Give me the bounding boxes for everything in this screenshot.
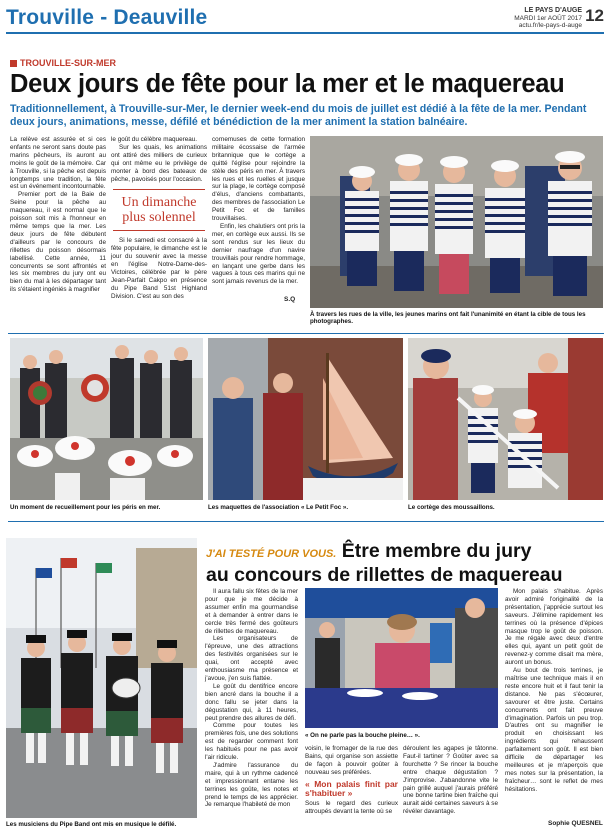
- jury-kicker: J'AI TESTÉ POUR VOUS.: [206, 548, 337, 560]
- article2-column-1: [205, 588, 298, 809]
- article2-subhead: « Mon palais finit par s'habituer »: [305, 778, 398, 798]
- photo-maquettes-image: [208, 338, 403, 500]
- caption-recueillement: Un moment de recueillement pour les péris en mer.: [10, 504, 161, 511]
- paragraph: Le goût du dentifrice encore bien ancré dans la bouche il a donc fallu se jeter dans la dégustation qui, à 11 heures, peut prendre des allures de défi.: [205, 682, 298, 722]
- article1-column-1: [10, 136, 106, 294]
- article1-column-3: [212, 136, 305, 286]
- paragraph: cornemuses de cette formation militaire écossaise de l'armée britannique que le cortège a quitté l'église pour rejoindre la stèle des péris en mer. À travers les rues et les ruelles et jusque sur la plage, le cortège composé d'élus, d'anciens combattants, des membres de l'association Le Petit Foc et de familles trouvillaises.: [212, 136, 305, 223]
- caption-pipe-band: Les musiciens du Pipe Band ont mis en musique le défilé.: [6, 821, 177, 828]
- paragraph: Sous le regard des curieux attroupés devant la tente où se: [305, 799, 398, 815]
- article2-signature: Sophie QUESNEL: [548, 820, 603, 827]
- article-chapo: Traditionnellement, à Trouville-sur-Mer, le dernier week-end du mois de juillet est dédié à la fête de la mer. Pendant deux jours, animations, messe, défilé et bénédiction de la mer animent la station balnéaire.: [10, 103, 587, 128]
- article2-column-3: [403, 745, 498, 816]
- paragraph: Sur les quais, les animations ont attiré des milliers de curieux qui ont même eu le privilège de monter à bord des bateaux de pêche, pavoisés pour l'occasion.: [111, 143, 207, 183]
- photo-jury-image: [305, 588, 498, 728]
- article2-column-4: [505, 588, 603, 794]
- divider: [8, 333, 604, 334]
- caption-maquettes: Les maquettes de l'association « Le Petit Foc ».: [208, 504, 349, 511]
- article1-signature: S.Q: [284, 296, 296, 303]
- paragraph: le goût du célèbre maquereau.: [111, 136, 198, 143]
- publication-info: [514, 7, 582, 30]
- article1-column-2: [111, 136, 207, 301]
- paragraph: Si le samedi est consacré à la fête populaire, le dimanche est le jour du souvenir avec la messe en l'église Notre-Dame-des-Victoires, célébrée par le père Jean-Parfait Cakpo en présence du Pipe Band 51st Highland Division. C'est au son des: [111, 237, 207, 300]
- publication-date: MARDI 1er AOÛT 2017: [514, 14, 582, 22]
- photo-cortege: [408, 338, 603, 500]
- photo-maquettes: [208, 338, 403, 500]
- jury-title-line-2: au concours de rillettes de maquereau: [206, 564, 563, 586]
- article2-column-2: [305, 745, 398, 815]
- article-headline: Deux jours de fête pour la mer et le maquereau: [10, 70, 565, 98]
- caption-young-sailors: À travers les rues de la ville, les jeunes marins ont fait l'unanimité en étant la cible de tous les photographes.: [310, 311, 586, 326]
- intertitle: Un dimanche plus solennel: [113, 189, 205, 231]
- paragraph: voisin, le fromager de la rue des Bains, qui organise son assiette de façon à pouvoir goûter à nouveau ses préférées.: [305, 745, 398, 776]
- photo-pipe-band: [6, 538, 197, 818]
- photo-cortege-image: [408, 338, 603, 500]
- caption-jury: « On ne parle pas la bouche pleine… ».: [305, 732, 420, 739]
- paragraph: J'admire l'assurance du maire, qui à un rythme cadencé et impressionnant entame les terrines les goûte, les notes et prend le temps de les apprécier. Je remarque l'habileté de mon: [205, 761, 298, 809]
- paragraph: Comme pour toutes les premières fois, une des solutions est de regarder comment font les habitués pour ne pas avoir l'air ridicule.: [205, 722, 298, 762]
- square-bullet-icon: [10, 60, 17, 67]
- caption-cortege: Le cortège des moussaillons.: [408, 504, 495, 511]
- jury-article-title: [206, 541, 606, 586]
- article-kicker: [10, 58, 116, 68]
- paragraph: Il aura fallu six fêtes de la mer pour que je me décide à assumer enfin ma gourmandise et à demander à entrer dans le cercle très fermé des goûteurs de rillettes de maquereau.: [205, 588, 298, 635]
- page-number: 12: [585, 6, 604, 25]
- paragraph: Mon palais s'habitue. Après avoir admiré l'originalité de la présentation, j'apprécie surtout les saveurs. J'élimine rapidement les terrines où la présence d'épices masque trop le goût de poisson. Je me régale avec deux d'entre elles qui, ayant un petit goût de revenez-y comme disait ma mère, auront un bonus.: [505, 588, 603, 667]
- paragraph: Premier port de la Baie de Seine pour la pêche au maquereau, il est normal que le poisson soit mis à l'honneur en même temps que la mer. Les deux jours de fête débutent d'ailleurs par le concours de rillettes du poisson désormais labellisé. Cette année, 11 concurrents se sont affrontés et les six membres du jury ont eu bien du mal à les départager tant ils s'étaient ingéniés à magnifier: [10, 191, 106, 294]
- photo-recueillement-image: [10, 338, 203, 500]
- photo-recueillement: [10, 338, 203, 500]
- paragraph: Les organisateurs de l'épreuve, une des attractions des festivités organisées sur le quai, ont accepté avec enthousiasme ma présence et j'avoue, j'en suis flattée.: [205, 635, 298, 682]
- publication-name: LE PAYS D'AUGE: [524, 7, 582, 14]
- photo-jury: [305, 588, 498, 728]
- section-title: Trouville - Deauville: [6, 6, 208, 29]
- paragraph: Au bout de trois terrines, je maîtrise une technique mais il en reste encore huit et il faut tenir la distance. Ne pas s'écœurer, savourer et être juste. Certains concurrents ont fait preuve d'imagination. Parfois un peu trop. D'autres ont su magnifier le produit en choisissant les ingrédients qui rehaussent parfaitement son goût. Il est bien difficile de départager les meilleures et je m'aperçois que mes notes sur la présentation, la fraîcheur… sont le reflet de mes hésitations.: [505, 667, 603, 793]
- page-header: [6, 4, 604, 34]
- photo-pipe-band-image: [6, 538, 197, 818]
- publication-website: actu.fr/le-pays-d-auge: [518, 22, 582, 29]
- paragraph: Enfin, les chalutiers ont pris la mer, en cortège eux aussi. Ils se sont rendus sur les lieux du dernier naufrage d'un navire trouvillais pour rendre hommage, en lançant une gerbe dans les vagues à tous ces marins qui ne sont jamais revenus de la mer.: [212, 222, 305, 286]
- paragraph: déroulent les agapes je tâtonne. Faut-il tartiner ? Goûter avec sa fourchette ? Se rincer la bouche entre chaque dégustation ? J'improvise. J'abandonne vite le pain grillé auquel j'aurais préféré une bonne tartine bien fraîche qui aurait aidé certaines saveurs à se révéler davantage.: [403, 745, 498, 816]
- photo-young-sailors-image: [310, 136, 603, 308]
- paragraph: La relève est assurée et si ces enfants ne seront sans doute pas marins pêcheurs, ils auront au moins le goût de la mémoire. Car à Trouville, si la pêche est depuis longtemps une tradition, la fête est un événement incontournable.: [10, 136, 106, 191]
- photo-young-sailors: [310, 136, 603, 308]
- kicker-text: TROUVILLE-SUR-MER: [20, 58, 116, 68]
- divider: [8, 521, 604, 522]
- jury-title-line-1: Être membre du jury: [341, 540, 532, 562]
